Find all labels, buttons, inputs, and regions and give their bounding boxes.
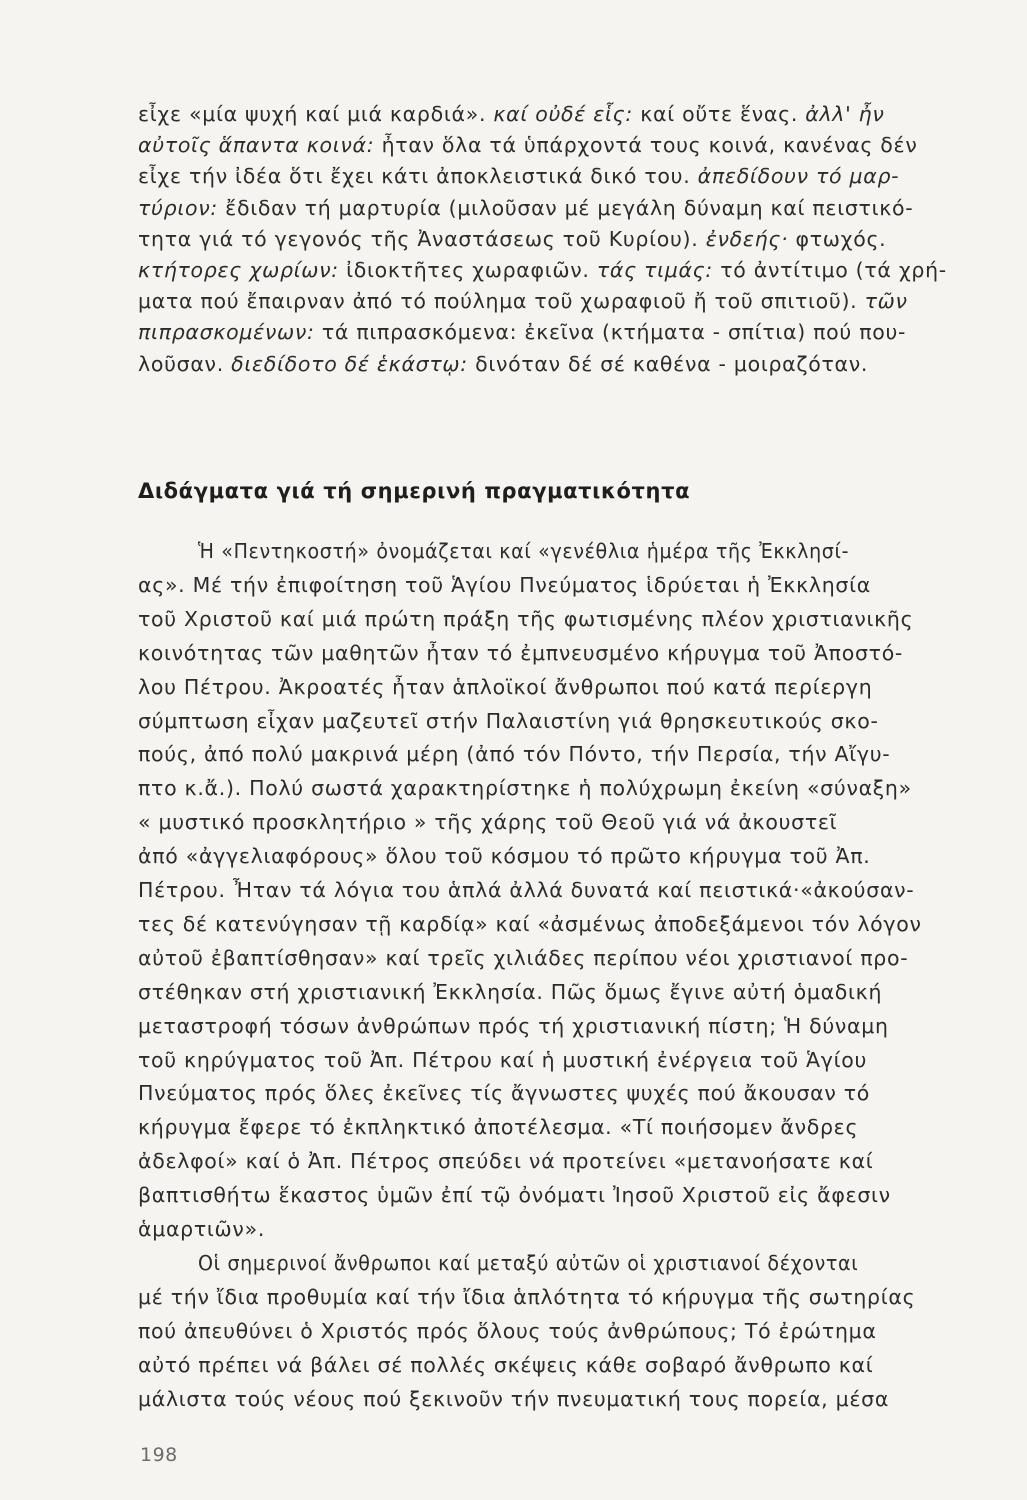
glossary-definition: καί οὔτε ἕνας.: [633, 102, 806, 126]
body-line: « μυστικό προσκλητήριο » τῆς χάρης τοῦ Θεοῦ γιά νά ἀκουστεῖ: [138, 810, 838, 835]
glossary-definition: εἶχε τήν ἰδέα ὅτι ἔχει κάτι ἀποκλειστικά δικό του.: [138, 164, 698, 189]
glossary-term: τῶν: [864, 289, 908, 314]
glossary-definition: εἶχε «μία ψυχή καί μιά καρδιά».: [138, 102, 494, 126]
body-line: λου Πέτρου. Ἀκροατές ἦταν ἁπλοϊκοί ἄνθρωποι πού κατά περίεργη: [138, 674, 873, 699]
glossary-term: πιπρασκομένων:: [138, 320, 315, 345]
body-line: κοινότητας τῶν μαθητῶν ἦταν τό ἐμπνευσμένο κήρυγμα τοῦ Ἀποστό-: [138, 640, 904, 665]
body-line: αὐτό πρέπει νά βάλει σέ πολλές σκέψεις κάθε σοβαρό ἄνθρωπο καί: [138, 1352, 874, 1377]
body-line: Οἱ σημερινοί ἄνθρωποι καί μεταξύ αὐτῶν οἱ χριστιανοί δέχονται: [198, 1250, 859, 1275]
body-line: στέθηκαν στή χριστιανική Ἐκκλησία. Πῶς ὅμως ἔγινε αὐτή ὁμαδική: [138, 979, 883, 1004]
glossary-line: [138, 195, 988, 221]
section-heading: Διδάγματα γιά τή σημερινή πραγματικότητα: [138, 479, 691, 503]
body-line: κήρυγμα ἔφερε τό ἐκπληκτικό ἀποτέλεσμα. «Τί ποιήσομεν ἄνδρες: [138, 1115, 859, 1140]
glossary-term: ἐνδεής·: [705, 226, 789, 251]
body-line: πού ἀπευθύνει ὁ Χριστός πρός ὅλους τούς ἀνθρώπους; Τό ἐρώτημα: [138, 1318, 877, 1343]
glossary-line: [138, 163, 988, 189]
body-line: τες δέ κατενύγησαν τῇ καρδίᾳ» καί «ἀσμένως ἀποδεξάμενοι τόν λόγον: [138, 911, 922, 936]
body-line: μέ τήν ἴδια προθυμία καί τήν ἴδια ἁπλότητα τό κήρυγμα τῆς σωτηρίας: [138, 1284, 916, 1309]
glossary-line: [138, 288, 988, 314]
glossary-definition: τό ἀντίτιμο (τά χρή-: [713, 258, 947, 282]
body-line: μάλιστα τούς νέους πού ξεκινοῦν τήν πνευματική τους πορεία, μέσα: [138, 1386, 890, 1411]
body-line: Ἡ «Πεντηκοστή» ὀνομάζεται καί «γενέθλια ἡμέρα τῆς Ἐκκλησί-: [198, 539, 850, 563]
glossary-line: [138, 257, 988, 283]
glossary-term: τάς τιμάς:: [596, 258, 714, 282]
glossary-line: [138, 319, 988, 345]
glossary-term: καί οὐδέ εἷς:: [493, 102, 634, 126]
glossary-term: ἀπεδίδουν τό μαρ-: [697, 164, 900, 189]
glossary-term: διεδίδοτο δέ ἑκάστῳ:: [231, 351, 468, 376]
glossary-definition: τητα γιά τό γεγονός τῆς Ἀναστάσεως τοῦ Κυρίου).: [138, 226, 706, 251]
glossary-line: [138, 351, 988, 377]
body-line: βαπτισθήτω ἕκαστος ὑμῶν ἐπί τῷ ὀνόματι Ἰησοῦ Χριστοῦ εἰς ἄφεσιν: [138, 1183, 891, 1208]
body-line: ἀδελφοί» καί ὁ Ἀπ. Πέτρος σπεύδει νά προτείνει «μετανοήσατε καί: [138, 1149, 874, 1174]
glossary-definition: δινόταν δέ σέ καθένα - μοιραζόταν.: [467, 351, 869, 376]
body-line: πούς, ἀπό πολύ μακρινά μέρη (ἀπό τόν Πόντο, τήν Περσία, τήν Αἴγυ-: [138, 742, 891, 767]
body-line: πτο κ.ἄ.). Πολύ σωστά χαρακτηρίστηκε ἡ πολύχρωμη ἐκείνη «σύναξη»: [138, 776, 912, 801]
body-line: Πνεύματος πρός ὅλες ἐκεῖνες τίς ἄγνωστες ψυχές πού ἄκουσαν τό: [138, 1081, 871, 1106]
body-line: Πέτρου. Ἦταν τά λόγια του ἁπλά ἀλλά δυνατά καί πειστικά·«ἀκούσαν-: [138, 878, 915, 902]
glossary-definition: ματα πού ἔπαιρναν ἀπό τό πούλημα τοῦ χωραφιοῦ ἤ τοῦ σπιτιοῦ).: [138, 289, 865, 314]
body-line: μεταστροφή τόσων ἀνθρώπων πρός τή χριστιανική πίστη; Ἡ δύναμη: [138, 1013, 889, 1038]
glossary-term: τύριον:: [138, 195, 218, 220]
glossary-line: [138, 101, 988, 127]
body-line: ἀπό «ἀγγελιαφόρους» ὅλου τοῦ κόσμου τό πρῶτο κήρυγμα τοῦ Ἀπ.: [138, 844, 871, 869]
body-line: σύμπτωση εἶχαν μαζευτεῖ στήν Παλαιστίνη γιά θρησκευτικούς σκο-: [138, 708, 879, 733]
glossary-definition: ἰδιοκτῆτες χωραφιῶν.: [338, 258, 597, 282]
glossary-definition: τά πιπρασκόμενα: ἐκεῖνα (κτήματα - σπίτια) πού που-: [314, 320, 907, 345]
body-line: ας». Μέ τήν ἐπιφοίτηση τοῦ Ἁγίου Πνεύματος ἱδρύεται ἡ Ἐκκλησία: [138, 572, 871, 597]
page-number: 198: [140, 1444, 178, 1466]
glossary-definition: ἔδιδαν τή μαρτυρία (μιλοῦσαν μέ μεγάλη δύναμη καί πειστικό-: [217, 195, 914, 220]
glossary-term: κτήτορες χωρίων:: [138, 258, 339, 282]
body-line: τοῦ κηρύγματος τοῦ Ἀπ. Πέτρου καί ἡ μυστική ἐνέργεια τοῦ Ἁγίου: [138, 1047, 868, 1072]
glossary-definition: φτωχός.: [788, 226, 887, 251]
glossary-line: [138, 132, 988, 158]
glossary-definition: λοῦσαν.: [138, 351, 232, 376]
glossary-line: [138, 226, 988, 252]
glossary-term: ἀλλ' ἦν: [805, 102, 885, 126]
body-line: αὐτοῦ ἐβαπτίσθησαν» καί τρεῖς χιλιάδες περίπου νέοι χριστιανοί προ-: [138, 945, 909, 970]
glossary-definition: ἦταν ὅλα τά ὑπάρχοντά τους κοινά, κανένας δέν: [374, 133, 918, 158]
body-line: τοῦ Χριστοῦ καί μιά πρώτη πράξη τῆς φωτισμένης πλέον χριστιανικῆς: [138, 606, 914, 631]
glossary-term: αὐτοῖς ἅπαντα κοινά:: [138, 133, 375, 158]
body-line: ἁμαρτιῶν».: [138, 1217, 266, 1241]
